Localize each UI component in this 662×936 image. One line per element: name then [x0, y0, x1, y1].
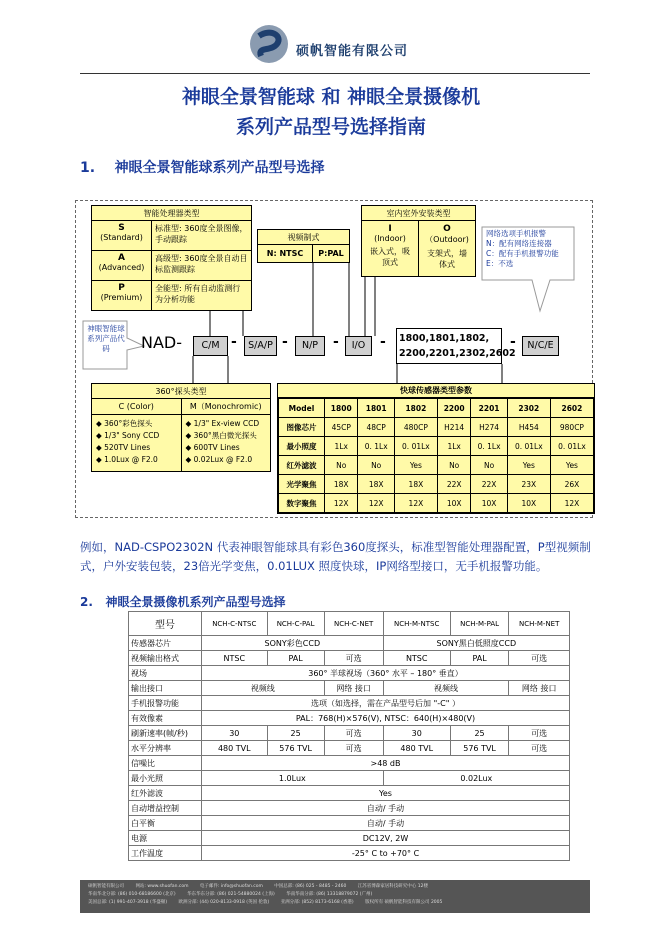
table-row: [129, 771, 570, 786]
table-cell: 最小照度: [279, 437, 325, 456]
footer-text: 华东华东分部: (86) 021-54880024 (上海): [187, 892, 275, 897]
model-slot-install: I/O: [345, 336, 372, 356]
table-cell: 有效像素: [129, 711, 202, 726]
table-cell: SONY黑白低照度CCD: [383, 636, 569, 651]
table-cell: 工作温度: [129, 846, 202, 861]
probe-spec: ◆ 360°彩色探头: [96, 419, 153, 428]
table-cell: 23X: [507, 475, 550, 494]
table-cell: NTSC: [383, 651, 450, 666]
model-slot-network: N/C/E: [522, 336, 559, 356]
probe-mono-list: [182, 415, 271, 471]
table-cell: PAL: [267, 651, 324, 666]
install-type-header: 室内室外安装类型: [362, 206, 475, 221]
section1-heading: [80, 157, 325, 177]
table-cell: NCH-C-PAL: [267, 612, 324, 636]
model-slot-processor: S/A/P: [244, 336, 277, 356]
install-outdoor-name: （Outdoor): [425, 235, 469, 244]
footer-line: [88, 883, 582, 891]
table-row: [129, 651, 570, 666]
table-cell: 0. 01Lx: [550, 437, 593, 456]
table-cell: 0. 1Lx: [358, 437, 394, 456]
model-dash: -: [231, 334, 237, 350]
table-cell: 10X: [471, 494, 507, 513]
table-row: [129, 786, 570, 801]
section2-number: 2.: [80, 595, 93, 609]
processor-desc: 高级型: 360度全景自动目标监测跟踪: [155, 254, 248, 274]
processor-name: (Advanced): [98, 263, 145, 272]
network-option: C：配有手机报警功能: [486, 249, 559, 258]
processor-code: S: [118, 223, 125, 233]
table-cell: H214: [437, 418, 470, 437]
doc-title-line2: 系列产品型号选择指南: [235, 116, 426, 138]
video-opt-pal: P:PAL: [318, 249, 344, 258]
table-cell: NCH-M-PAL: [450, 612, 509, 636]
processor-code: P: [118, 283, 125, 293]
table-cell: 25: [450, 726, 509, 741]
footer-line: [88, 899, 582, 907]
table-cell: 1802: [394, 399, 437, 418]
install-indoor-name: (Indoor): [374, 234, 406, 243]
table-cell: 红外滤波: [279, 456, 325, 475]
model-slot-video: N/P: [295, 336, 325, 356]
table-row: [129, 666, 570, 681]
table-cell: 0. 01Lx: [507, 437, 550, 456]
table-cell: 可选: [509, 741, 570, 756]
probe-spec: ◆ 360°黑白微光探头: [185, 431, 257, 440]
table-cell: 2302: [507, 399, 550, 418]
table-cell: 480CP: [394, 418, 437, 437]
model-dash: -: [333, 334, 339, 350]
table-row: [129, 636, 570, 651]
table-cell: 25: [267, 726, 324, 741]
table-cell: 18X: [394, 475, 437, 494]
table-row: [279, 418, 594, 437]
table-cell: 980CP: [550, 418, 593, 437]
table-row: [129, 831, 570, 846]
doc-title-line1: 神眼全景智能球 和 神眼全景摄像机: [181, 86, 481, 108]
table-cell: 26X: [550, 475, 593, 494]
table-cell: 可选: [324, 741, 383, 756]
sensor-param-grid: [278, 398, 594, 513]
network-option: E：不选: [486, 259, 514, 268]
section2-heading: [80, 593, 285, 610]
table-cell: 0. 01Lx: [394, 437, 437, 456]
table-cell: No: [358, 456, 394, 475]
processor-type-header: 智能处理器类型: [92, 206, 251, 221]
network-callout-title: 网络选项手机报警: [486, 229, 546, 238]
table-cell: H454: [507, 418, 550, 437]
install-outdoor-code: O: [443, 224, 451, 234]
footer-text: 网站: www.shuofan.com: [135, 884, 189, 889]
table-cell: 360° 半球视场（360° 水平 – 180° 垂直）: [202, 666, 570, 681]
table-cell: Yes: [202, 786, 570, 801]
table-row: [129, 681, 570, 696]
table-row: [129, 726, 570, 741]
footer-text: 中国总部: (86) 025 - 8485 - 2460: [274, 884, 347, 889]
table-row: [279, 399, 594, 418]
table-cell: 576 TVL: [267, 741, 324, 756]
table-row: [129, 756, 570, 771]
table-cell: 视场: [129, 666, 202, 681]
camera-spec-table: [128, 611, 570, 861]
table-cell: 可选: [509, 726, 570, 741]
table-cell: >48 dB: [202, 756, 570, 771]
table-row: [129, 711, 570, 726]
table-cell: 可选: [324, 726, 383, 741]
table-cell: 可选: [509, 651, 570, 666]
probe-mono-heading: M（Monochromic): [189, 402, 262, 411]
table-row: [279, 437, 594, 456]
table-cell: 18X: [325, 475, 358, 494]
probe-spec: ◆ 1/3" Sony CCD: [96, 431, 160, 440]
probe-color-heading: C (Color): [92, 399, 182, 414]
table-cell: 选项（如选择，需在产品型号后加 "-C" ）: [202, 696, 570, 711]
table-cell: 576 TVL: [450, 741, 509, 756]
table-cell: 光学聚焦: [279, 475, 325, 494]
table-cell: Yes: [550, 456, 593, 475]
table-cell: DC12V, 2W: [202, 831, 570, 846]
table-cell: 水平分辨率: [129, 741, 202, 756]
footer-text: 美国总部: (1) 991-407-3918 (华盛顿): [88, 900, 168, 905]
footer-line: [88, 891, 582, 899]
page-footer: [80, 880, 590, 913]
sensor-param-header: 快球传感器类型参数: [278, 384, 594, 398]
probe-spec: ◆ 0.02Lux @ F2.0: [185, 455, 253, 464]
table-row: [129, 801, 570, 816]
processor-row: [92, 281, 251, 310]
footer-text: 江苏省博森家居科技研究中心 12楼: [357, 884, 428, 889]
table-cell: NCH-C-NET: [324, 612, 383, 636]
table-cell: 2201: [471, 399, 507, 418]
table-cell: 2602: [550, 399, 593, 418]
table-cell: 网络 接口: [509, 681, 570, 696]
table-cell: Model: [279, 399, 325, 418]
table-cell: 视频线: [383, 681, 509, 696]
network-option: N：配有网络连接器: [486, 239, 552, 248]
table-cell: 1.0Lux: [202, 771, 384, 786]
probe-spec: ◆ 1/3" Ex-view CCD: [185, 419, 260, 428]
table-cell: 22X: [437, 475, 470, 494]
footer-text: 华南华南分部: (86) 13318879072 (广州): [286, 892, 373, 897]
sensor-param-table: [277, 383, 595, 514]
table-cell: 手机报警功能: [129, 696, 202, 711]
model-dash: -: [282, 334, 288, 350]
table-cell: 输出接口: [129, 681, 202, 696]
series-code-label: 神眼智能球系列产品代码: [87, 324, 125, 353]
video-opt-ntsc: N: NTSC: [258, 245, 313, 262]
table-cell: 480 TVL: [383, 741, 450, 756]
footer-text: 亚洲分部: (852) 8173-6168 (香港): [280, 900, 354, 905]
table-cell: 型号: [129, 612, 202, 636]
table-row: [279, 456, 594, 475]
table-row: [129, 816, 570, 831]
table-cell: 30: [383, 726, 450, 741]
table-cell: 1801: [358, 399, 394, 418]
table-row: [279, 475, 594, 494]
table-cell: SONY彩色CCD: [202, 636, 384, 651]
processor-row: [92, 251, 251, 281]
company-logo-icon: [247, 22, 291, 66]
table-cell: 数字聚焦: [279, 494, 325, 513]
company-name: 硕帆智能有限公司: [296, 44, 409, 59]
table-cell: 网络 接口: [324, 681, 383, 696]
table-cell: 视频输出格式: [129, 651, 202, 666]
table-cell: 自动增益控制: [129, 801, 202, 816]
table-cell: NCH-C-NTSC: [202, 612, 268, 636]
table-cell: Yes: [507, 456, 550, 475]
processor-type-box: [91, 205, 252, 311]
processor-name: (Premium): [100, 293, 143, 302]
table-cell: 图像芯片: [279, 418, 325, 437]
table-cell: NCH-M-NET: [509, 612, 570, 636]
table-cell: 1800: [325, 399, 358, 418]
table-cell: -25° C to +70° C: [202, 846, 570, 861]
install-indoor-desc: 嵌入式，吸顶式: [370, 247, 410, 267]
processor-name: (Standard): [100, 233, 143, 242]
section1-title: 神眼全景智能球系列产品型号选择: [114, 160, 325, 176]
processor-row: [92, 221, 251, 251]
table-cell: 刷新速率(帧/秒): [129, 726, 202, 741]
footer-text: 版权所有 硕帆智能科技有限公司 2005: [365, 900, 443, 905]
probe-type-box: [91, 383, 271, 472]
table-cell: 红外滤波: [129, 786, 202, 801]
table-cell: 48CP: [358, 418, 394, 437]
table-cell: No: [325, 456, 358, 475]
footer-text: 硕帆智能有限公司: [88, 884, 124, 889]
table-cell: No: [437, 456, 470, 475]
table-row: [129, 696, 570, 711]
install-indoor-code: I: [388, 224, 392, 234]
processor-code: A: [118, 253, 125, 263]
model-slot-sensor: [396, 328, 516, 364]
video-format-box: [257, 229, 350, 263]
section1-number: 1.: [80, 160, 96, 176]
table-cell: 自动/ 手动: [202, 801, 570, 816]
header-divider: [80, 73, 590, 74]
install-type-box: [361, 205, 476, 277]
table-cell: 12X: [325, 494, 358, 513]
table-row: [129, 612, 570, 636]
table-cell: 信噪比: [129, 756, 202, 771]
table-cell: No: [471, 456, 507, 475]
table-cell: NCH-M-NTSC: [383, 612, 450, 636]
processor-desc: 标准型: 360度全景图像，手动跟踪: [155, 224, 248, 244]
table-cell: H274: [471, 418, 507, 437]
table-row: [129, 846, 570, 861]
section2-title: 神眼全景摄像机系列产品型号选择: [105, 595, 286, 609]
footer-text: 华南华北分部: (86) 010-68186600 (北京): [88, 892, 176, 897]
sensor-codes-line2: 2200,2201,2302,2602: [399, 348, 516, 359]
table-cell: 30: [202, 726, 268, 741]
probe-spec: ◆ 600TV Lines: [185, 443, 240, 452]
table-cell: 视频线: [202, 681, 325, 696]
footer-text: 欧洲分部: (44) 020-8133-0918 (英国 伦敦): [178, 900, 270, 905]
table-cell: Yes: [394, 456, 437, 475]
table-cell: 12X: [550, 494, 593, 513]
table-cell: 白平衡: [129, 816, 202, 831]
table-cell: 0.02Lux: [383, 771, 569, 786]
table-cell: 最小光照: [129, 771, 202, 786]
table-row: [129, 741, 570, 756]
probe-spec: ◆ 520TV Lines: [96, 443, 151, 452]
model-prefix: NAD-: [141, 333, 183, 352]
probe-type-header: 360°探头类型: [92, 384, 270, 399]
table-cell: 480 TVL: [202, 741, 268, 756]
table-cell: 22X: [471, 475, 507, 494]
table-cell: PAL：768(H)×576(V), NTSC：640(H)×480(V): [202, 711, 570, 726]
table-cell: PAL: [450, 651, 509, 666]
table-cell: 10X: [507, 494, 550, 513]
table-cell: 10X: [437, 494, 470, 513]
table-cell: 自动/ 手动: [202, 816, 570, 831]
model-slot-probe: C/M: [193, 336, 228, 356]
table-cell: 电源: [129, 831, 202, 846]
video-format-header: 视频制式: [258, 230, 349, 245]
table-cell: 0. 1Lx: [471, 437, 507, 456]
sensor-codes-line1: 1800,1801,1802,: [399, 333, 490, 344]
table-row: [279, 494, 594, 513]
table-cell: 可选: [324, 651, 383, 666]
install-outdoor-desc: 支架式，墙体式: [427, 249, 467, 269]
probe-spec: ◆ 1.0Lux @ F2.0: [96, 455, 158, 464]
table-cell: 2200: [437, 399, 470, 418]
example-paragraph: 例如，NAD-CSPO2302N 代表神眼智能球具有彩色360度探头，标准型智能处理器配置，P型视频制式，户外安装包装，23倍光学变焦，0.01LUX 照度快球，IP网络型接口，无手机报警功能。: [80, 540, 591, 573]
table-cell: 1Lx: [437, 437, 470, 456]
table-cell: 传感器芯片: [129, 636, 202, 651]
probe-color-list: [92, 415, 182, 471]
table-cell: 45CP: [325, 418, 358, 437]
table-cell: 12X: [394, 494, 437, 513]
table-cell: NTSC: [202, 651, 268, 666]
model-dash: -: [510, 334, 516, 350]
table-cell: 12X: [358, 494, 394, 513]
table-cell: 1Lx: [325, 437, 358, 456]
processor-desc: 全能型: 所有自动监测行为分析功能: [155, 284, 241, 304]
footer-text: 电子邮件: info@shuofan.com: [199, 884, 263, 889]
table-cell: 18X: [358, 475, 394, 494]
model-dash: -: [380, 334, 386, 350]
network-callout: [486, 229, 576, 269]
